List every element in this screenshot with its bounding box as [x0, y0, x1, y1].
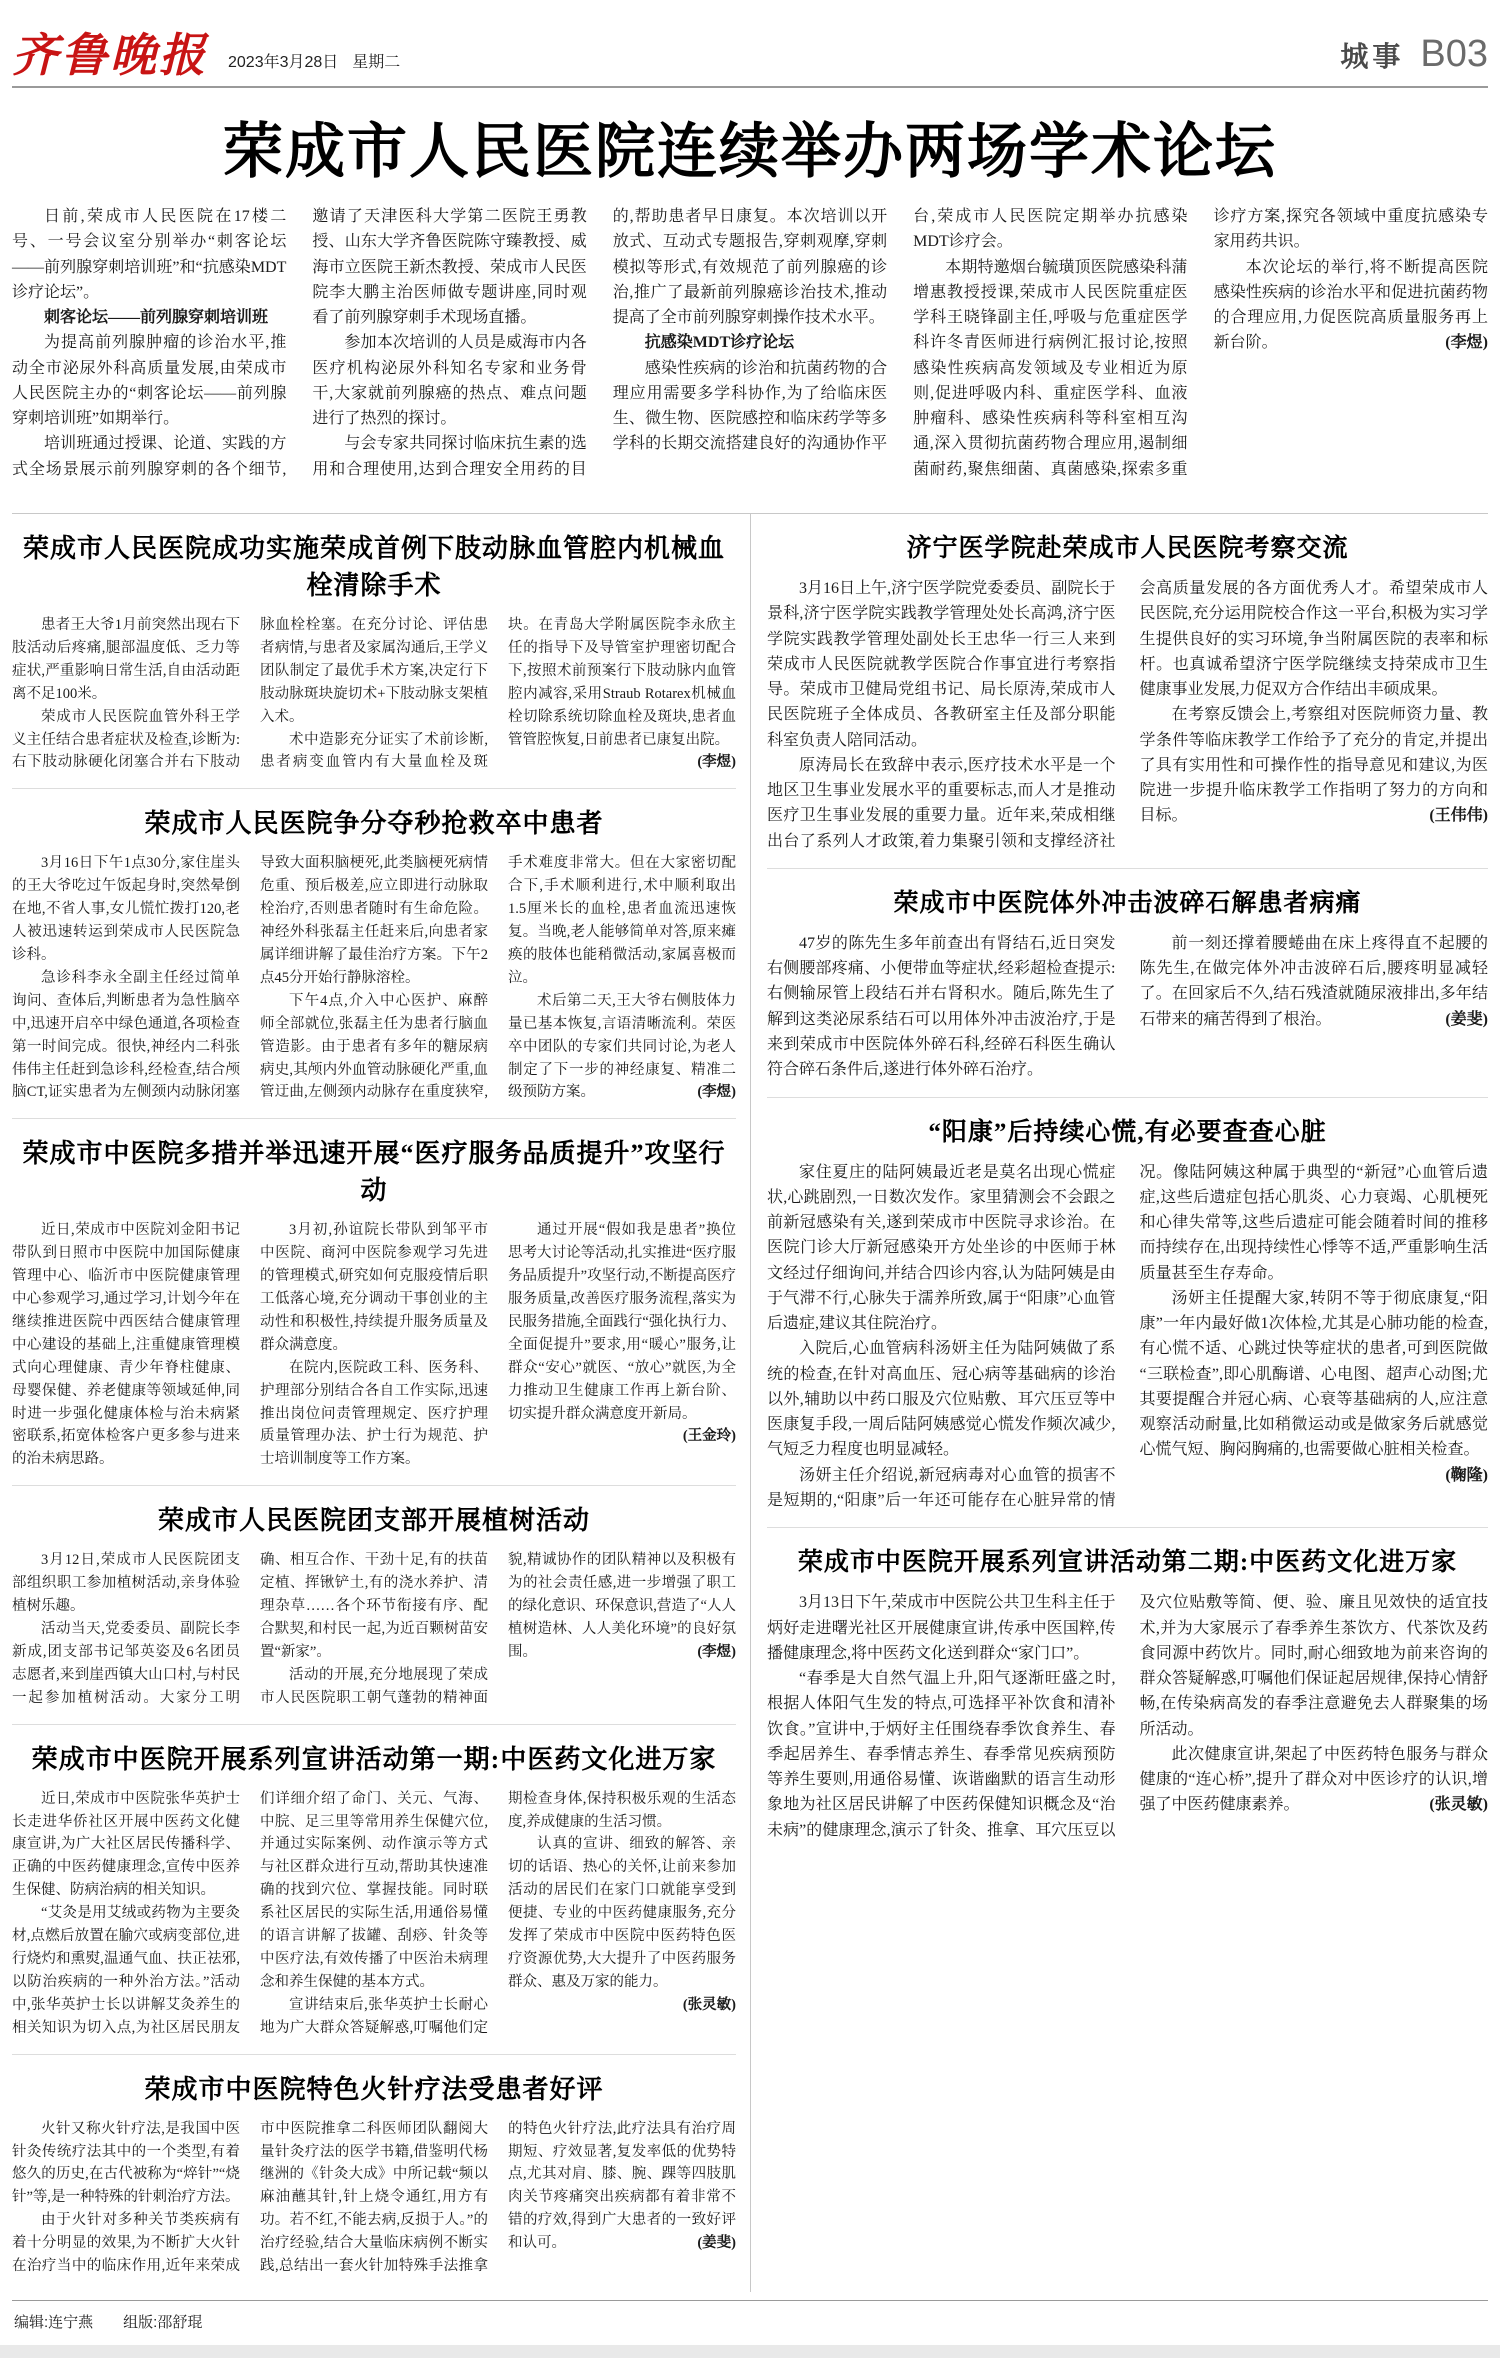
byline: (李煜)	[697, 754, 736, 771]
paragraph: 火针又称火针疗法,是我国中医针灸传统疗法其中的一个类型,有着悠久的历史,在古代被称为“焠针”“烧针”等,是一种特殊的针刺治疗方法。	[12, 2120, 240, 2206]
article-headline: “阳康”后持续心慌,有必要查查心脏	[928, 1118, 1327, 1146]
issue-dateline	[228, 49, 414, 78]
paragraph: 3月12日,荣成市人民医院团支部组织职工参加植树活动,亲身体验植树乐趣。	[12, 1552, 240, 1615]
paragraph: 47岁的陈先生多年前查出有肾结石,近日突发右侧腰部疼痛、小便带血等症状,经彩超检查提示:右侧输尿管上段结石并右肾积水。随后,陈先生了解到这类泌尿系结石可以用体外冲击波治疗,于是来到荣成市中医院体外碎石科,经碎石科医生确认符合碎石条件后,遂进行体外碎石治疗。	[767, 934, 1116, 1079]
paragraph: 原涛局长在致辞中表示,医疗技术水平是一个地区卫生事业发展水平的重要标志,而人才是推动医疗卫生事业发展的重要力量。近年来,荣成相继出台了系列人才政策,着力集聚引领和支撑经济社会高质量发展的各方面优秀人才。希望荣成市人民医院,充分运用院校合作这一平台,积极为实习学生提供良好的实习环境,争当附属医院的表率和标杆。也真诚希望济宁医学院继续支持荣成市卫生健康事业发展,力促双方合作结出丰硕成果。	[767, 580, 1488, 850]
editor-credit: 编辑:连宁燕	[14, 2313, 94, 2331]
article-headline: 荣成市中医院开展系列宣讲活动第一期:中医药文化进万家	[31, 1744, 717, 1774]
article-subhead: 刺客论坛——前列腺穿刺培训班	[44, 309, 269, 327]
issue-date: 2023年3月28日	[228, 54, 339, 71]
article-body	[12, 1549, 736, 1709]
paragraph: 本次论坛的举行,将不断提高医院感染性疾病的诊治水平和促进抗菌药物的合理应用,力促医院高质量服务再上新台阶。 (李煜)	[1214, 255, 1488, 356]
paragraph: 为提高前列腺肿瘤的诊治水平,推动全市泌尿外科高质量发展,由荣成市人民医院主办的“刺客论坛——前列腺穿刺培训班”如期举行。	[12, 334, 287, 428]
byline: (李煜)	[1445, 334, 1488, 352]
paragraph: 3月16日下午1点30分,家住崖头的王大爷吃过午饭起身时,突然晕倒在地,不省人事,女儿慌忙拨打120,老人被迅速转运到荣成市人民医院急诊科。	[12, 855, 240, 963]
article-headline: 荣成市人民医院团支部开展植树活动	[157, 1506, 590, 1536]
article-body	[767, 576, 1488, 854]
article-headline: 济宁医学院赴荣成市人民医院考察交流	[906, 535, 1349, 562]
lower-region	[12, 514, 1488, 2292]
article-body	[12, 1788, 736, 2040]
layout-credit: 组版:邵舒琨	[123, 2313, 203, 2331]
paragraph: 由于火针对多种关节类疾病有着十分明显的效果,为不断扩大火针在治疗当中的临床作用,近年来荣成市中医院推拿二科医师团队翻阅大量针灸疗法的医学书籍,借鉴明代杨继洲的《针灸大成》中所记载“频以麻油蘸其针,针上烧令通红,用方有功。若不红,不能去病,反损于人。”的治疗经验,结合大量临床病例不断实践,总结出一套火针加特殊手法推拿的特色火针疗法,此疗法具有治疗周期短、疗效显著,复发率低的优势特点,尤其对肩、膝、腕、踝等四肢肌肉关节疼痛突出疾病都有着非常不错的疗效,得到广大患者的一致好评和认可。 (姜斐)	[12, 2120, 736, 2275]
paragraph: 感染性疾病的诊治和抗菌药物的合理应用需要多学科协作,为了给临床医生、微生物、医院感控和临床药学等多学科的长期交流搭建良好的沟通协作平台,荣成市人民医院定期举办抗感染MDT诊疗会。	[612, 208, 1188, 453]
article	[12, 1725, 736, 2055]
paragraph: 前一刻还撑着腰蜷曲在床上疼得直不起腰的陈先生,在做完体外冲击波碎石后,腰疼明显减轻了。在回家后不久,结石残渣就随尿液排出,多年结石带来的痛苦得到了根治。 (姜斐)	[1140, 931, 1489, 1032]
paragraph: 近日,荣成市中医院张华英护士长走进华侨社区开展中医药文化健康宣讲,为广大社区居民传播科学、正确的中医药健康理念,宣传中医养生保健、防病治病的相关知识。	[12, 1790, 240, 1899]
byline: (王伟伟)	[1429, 807, 1488, 825]
article-subhead: 抗感染MDT诊疗论坛	[644, 334, 795, 352]
article-headline: 荣成市人民医院争分夺秒抢救卒中患者	[144, 809, 604, 839]
byline: (姜斐)	[697, 2235, 736, 2252]
paragraph: 通过开展“假如我是患者”换位思考大讨论等活动,扎实推进“医疗服务品质提升”攻坚行动,不断提高医疗服务质量,改善医疗服务流程,落实为民服务措施,全面践行“强化执行力、全面促提升”要求,用“暖心”服务,让群众“安心”就医、“放心”就医,为全力推动卫生健康工作再上新台阶、切实提升群众满意度开新局。 (王金玲)	[508, 1219, 736, 1425]
paragraph: 3月初,孙谊院长带队到邹平市中医院、商河中医院参观学习先进的管理模式,研究如何克服疫情后职工低落心境,充分调动干事创业的主动性和积极性,持续提升服务质量及群众满意度。	[260, 1222, 488, 1353]
article-body	[12, 1219, 736, 1471]
byline: (李煜)	[697, 1643, 736, 1660]
main-article-body	[12, 204, 1488, 514]
article-body	[767, 1590, 1488, 1843]
issue-weekday: 星期二	[352, 54, 401, 71]
paragraph: 3月16日上午,济宁医学院党委委员、副院长于景科,济宁医学院实践教学管理处处长高鸿,济宁医学院实践教学管理处副处长王忠华一行三人来到荣成市人民医院就教学医院合作事宜进行考察指导。荣成市卫健局党组书记、局长原涛,荣成市人民医院班子全体成员、各教研室主任及部分职能科室负责人陪同活动。	[767, 580, 1116, 749]
article	[12, 1119, 736, 1486]
byline: (张灵敏)	[1429, 1796, 1488, 1814]
byline: (姜斐)	[1445, 1010, 1488, 1028]
paragraph: 参加本次培训的人员是威海市内各医疗机构泌尿外科知名专家和业务骨干,大家就前列腺癌的热点、难点问题进行了热烈的探讨。	[312, 334, 587, 428]
article-body	[767, 1160, 1488, 1514]
right-articles-region	[750, 514, 1488, 2292]
paragraph: 与会专家共同探讨临床抗生素的选用和合理使用,达到合理安全用药的目的,帮助患者早日康复。本次培训以开放式、互动式专题报告,穿刺观摩,穿刺模拟等形式,有效规范了前列腺癌的诊治,推广了最新前列腺癌诊治技术,推动提高了全市前列腺穿刺操作技术水平。	[312, 208, 888, 478]
paragraph: 宣讲结束后,张华英护士长耐心地为广大群众答疑解惑,叮嘱他们定期检查身体,保持积极乐观的生活态度,养成健康的生活习惯。	[260, 1790, 736, 2036]
article	[767, 1098, 1488, 1529]
newspaper-logo: 齐鲁晚报	[12, 28, 208, 82]
article-headline: 荣成市中医院开展系列宣讲活动第二期:中医药文化进万家	[797, 1549, 1458, 1577]
article-headline: 荣成市中医院体外冲击波碎石解患者病痛	[893, 889, 1362, 917]
masthead	[12, 0, 1488, 82]
article	[12, 514, 736, 789]
paragraph: 急诊科李永全副主任经过简单询问、查体后,判断患者为急性脑卒中,迅速开启卒中绿色通道,各项检查第一时间完成。很快,神经内二科张伟伟主任赶到急诊科,经检查,结合颅脑CT,证实患者为左侧颈内动脉闭塞导致大面积脑梗死,此类脑梗死病情危重、预后极差,应立即进行动脉取栓治疗,否则患者随时有生命危险。神经外科张磊主任赶来后,向患者家属详细讲解了最佳治疗方案。下午2点45分开始行静脉溶栓。	[12, 855, 488, 1101]
page-number: B03	[1420, 33, 1488, 75]
article-body	[12, 2118, 736, 2278]
byline: (李煜)	[697, 1084, 736, 1101]
article	[767, 514, 1488, 869]
article-headline: 荣成市人民医院成功实施荣成首例下肢动脉血管腔内机械血栓清除手术	[22, 534, 725, 600]
paragraph: 术后第二天,王大爷右侧肢体力量已基本恢复,言语清晰流利。荣医卒中团队的专家们共同讨论,为老人制定了下一步的神经康复、精准二级预防方案。 (李煜)	[508, 990, 736, 1105]
article-headline: 荣成市中医院特色火针疗法受患者好评	[144, 2074, 604, 2104]
paragraph: “春季是大自然气温上升,阳气逐渐旺盛之时,根据人体阳气生发的特点,可选择平补饮食和清补饮食。”宣讲中,于炳好主任围绕春季饮食养生、春季起居养生、春季情志养生、春季常见疾病预防等养生要则,用通俗易懂、诙谐幽默的语言生动形象地为社区居民讲解了中医药保健知识概念及“治未病”的健康理念,演示了针灸、推拿、耳穴压豆以及穴位贴敷等简、便、验、廉且见效快的适宜技术,并为大家展示了春季养生茶饮方、代茶饮及药食同源中药饮片。同时,耐心细致地为前来咨询的群众答疑解惑,叮嘱他们保证起居规律,保持心情舒畅,在传染病高发的春季注意避免去人群聚集的场所活动。	[767, 1594, 1488, 1839]
article	[12, 2055, 736, 2292]
paragraph: 在院内,医院政工科、医务科、护理部分别结合各自工作实际,迅速推出岗位问责管理规定、医疗护理质量管理办法、护士行为规范、护士培训制度等工作方案。	[260, 1359, 488, 1468]
masthead-rule	[12, 86, 1488, 88]
article-body	[767, 931, 1488, 1083]
paragraph: 汤妍主任提醒大家,转阴不等于彻底康复,“阳康”一年内最好做1次体检,尤其是心肺功能的检查,有心慌不适、心跳过快等症状的患者,可到医院做“三联检查”,即心肌酶谱、心电图、超声心动图;尤其要提醒合并冠心病、心衰等基础病的人,应注意观察活动耐量,比如稍微运动或是做家务后就感觉心慌气短、胸闷胸痛的,也需要做心脏相关检查。 (鞠隆)	[1140, 1286, 1489, 1463]
section-block	[1340, 33, 1488, 78]
paragraph: “艾灸是用艾绒或药物为主要灸材,点燃后放置在腧穴或病变部位,进行烧灼和熏熨,温通气血、扶正祛邪,以防治疾病的一种外治方法。”活动中,张华英护士长以讲解艾灸养生的相关知识为切入点,为社区居民朋友们详细介绍了命门、关元、气海、中脘、足三里等常用养生保健穴位,并通过实际案例、动作演示等方式与社区群众进行互动,帮助其快速准确的找到穴位、掌握技能。同时联系社区居民的实际生活,用通俗易懂的语言讲解了拔罐、刮痧、针灸等中医疗法,有效传播了中医治未病理念和养生保健的基本方式。	[12, 1790, 488, 2036]
main-headline: 荣成市人民医院连续举办两场学术论坛	[223, 119, 1277, 185]
section-name: 城事	[1340, 42, 1405, 73]
article	[12, 789, 736, 1119]
left-articles-region	[12, 514, 750, 2292]
article	[12, 1486, 736, 1724]
paragraph: 汤妍主任介绍说,新冠病毒对心血管的损害不是短期的,“阳康”后一年还可能存在心脏异常的情况。像陆阿姨这种属于典型的“新冠”心血管后遗症,这些后遗症包括心肌炎、心力衰竭、心肌梗死和心律失常等,这些后遗症可能会随着时间的推移而持续存在,出现持续性心悸等不适,严重影响生活质量甚至生存寿命。	[767, 1163, 1488, 1509]
paragraph: 近日,荣成市中医院刘金阳书记带队到日照市中医院中加国际健康管理中心、临沂市中医院健康管理中心参观学习,通过学习,计划今年在继续推进医院中西医结合健康管理中心建设的基础上,注重健康管理模式向心理健康、青少年脊柱健康、母婴保健、养老健康等领域延伸,同时进一步强化健康体检与治未病紧密联系,拓宽体检客户更多参与进来的治未病思路。	[12, 1222, 240, 1468]
paragraph: 家住夏庄的陆阿姨最近老是莫名出现心慌症状,心跳剧烈,一日数次发作。家里猜测会不会跟之前新冠感染有关,遂到荣成市中医院寻求诊治。在医院门诊大厅新冠感染开方处坐诊的中医师于林文经过仔细询问,并结合四诊内容,认为陆阿姨是由于气滞不行,心脉失于濡养所致,属于“阳康”心血管后遗症,建议其住院治疗。	[767, 1163, 1116, 1333]
paragraph: 3月13日下午,荣成市中医院公共卫生科主任于炳好走进曙光社区开展健康宣讲,传承中医国粹,传播健康理念,将中医药文化送到群众“家门口”。	[767, 1594, 1116, 1662]
paragraph: 此次健康宣讲,架起了中医药特色服务与群众健康的“连心桥”,提升了群众对中医诊疗的认识,增强了中医药健康素养。 (张灵敏)	[1140, 1742, 1489, 1818]
paragraph: 认真的宣讲、细致的解答、亲切的话语、热心的关怀,让前来参加活动的居民们在家门口就能享受到便捷、专业的中医药健康服务,充分发挥了荣成市中医院中医药特色医疗资源优势,大大提升了中医药服务群众、惠及万家的能力。 (张灵敏)	[508, 1833, 736, 1993]
page-bottom-band	[0, 2345, 1500, 2358]
article-headline: 荣成市中医院多措并举迅速开展“医疗服务品质提升”攻坚行动	[22, 1139, 726, 1206]
paragraph: 下午4点,介入中心医护、麻醉师全部就位,张磊主任为患者行脑血管造影。由于患者有多年的糖尿病病史,其颅内外血管动脉硬化严重,血管迂曲,左侧颈内动脉存在重度狭窄,手术难度非常大。但在大家密切配合下,手术顺利进行,术中顺利取出1.5厘米长的血栓,患者血流迅速恢复。当晚,老人能够简单对答,原来瘫痪的肢体也能稍微活动,家属喜极而泣。	[260, 855, 736, 1101]
paragraph: 日前,荣成市人民医院在17楼二号、一号会议室分别举办“刺客论坛——前列腺穿刺培训班”和“抗感染MDT诊疗论坛”。	[12, 208, 287, 301]
article-body	[12, 852, 736, 1104]
paragraph: 活动的开展,充分地展现了荣成市人民医院职工朝气蓬勃的精神面貌,精诚协作的团队精神以及积极有为的社会责任感,进一步增强了职工的绿化意识、环保意识,营造了“人人植树造林、人人美化环境”的良好氛围。 (李煜)	[260, 1552, 736, 1706]
paragraph: 培训班通过授课、论道、实践的方式全场景展示前列腺穿刺的各个细节,邀请了天津医科大学第二医院王勇教授、山东大学齐鲁医院陈守臻教授、威海市立医院王新杰教授、荣成市人民医院李大鹏主治医师做专题讲座,同时观看了前列腺穿刺手术现场直播。	[12, 208, 587, 478]
paragraph: 患者王大爷1月前突然出现右下肢活动后疼痛,腿部温度低、乏力等症状,严重影响日常生活,自由活动距离不足100米。	[12, 617, 240, 702]
byline: (张灵敏)	[682, 1996, 736, 2013]
article	[767, 869, 1488, 1098]
byline: (王金玲)	[682, 1428, 736, 1445]
byline: (鞠隆)	[1445, 1466, 1488, 1484]
paragraph: 在考察反馈会上,考察组对医院师资力量、教学条件等临床教学工作给予了充分的肯定,并提出了具有实用性和可操作性的指导意见和建议,为医院进一步提升临床教学工作指明了努力的方向和目标。 (王伟伟)	[1140, 702, 1489, 828]
paragraph: 入院后,心血管病科汤妍主任为陆阿姨做了系统的检查,在针对高血压、冠心病等基础病的诊治以外,辅助以中药口服及穴位贴敷、耳穴压豆等中医康复手段,一周后陆阿姨感觉心慌发作频次减少,气短乏力程度也明显减轻。	[767, 1340, 1116, 1459]
paragraph: 荣成市人民医院血管外科王学义主任结合患者症状及检查,诊断为:右下肢动脉硬化闭塞合并右下肢动脉血栓栓塞。在充分讨论、评估患者病情,与患者及家属沟通后,王学义团队制定了最优手术方案,决定行下肢动脉斑块旋切术+下肢动脉支架植入术。	[12, 617, 488, 771]
article-body	[12, 614, 736, 774]
paragraph: 活动当天,党委委员、副院长李新成,团支部书记邹英姿及6名团员志愿者,来到崖西镇大山口村,与村民一起参加植树活动。大家分工明确、相互合作、干劲十足,有的扶苗定植、挥锹铲土,有的浇水养护、清理杂草……各个环节衔接有序、配合默契,和村民一起,为近百颗树苗安置“新家”。	[12, 1552, 488, 1706]
article	[767, 1528, 1488, 1857]
paragraph: 本期特邀烟台毓璜顶医院感染科蒲增惠教授授课,荣成市人民医院重症医学科王晓锋副主任,呼吸与危重症医学科许冬青医师进行病例汇报讨论,按照感染性疾病高发领域及专业相近为原则,促进呼吸内科、重症医学科、血液肿瘤科、感染性疾病科等科室相互沟通,深入贯彻抗菌药物合理应用,遏制细菌耐药,聚焦细菌、真菌感染,探索多重诊疗方案,探究各领域中重度抗感染专家用药共识。	[913, 208, 1488, 478]
paragraph: 术中造影充分证实了术前诊断,患者病变血管内有大量血栓及斑块。在青岛大学附属医院李永欣主任的指导下及导管室护理密切配合下,按照术前预案行下肢动脉内血管腔内减容,采用Straub Rotarex机械血栓切除系统切除血栓及斑块,患者血管管腔恢复,日前患者已康复出院。 (李煜)	[260, 614, 736, 774]
